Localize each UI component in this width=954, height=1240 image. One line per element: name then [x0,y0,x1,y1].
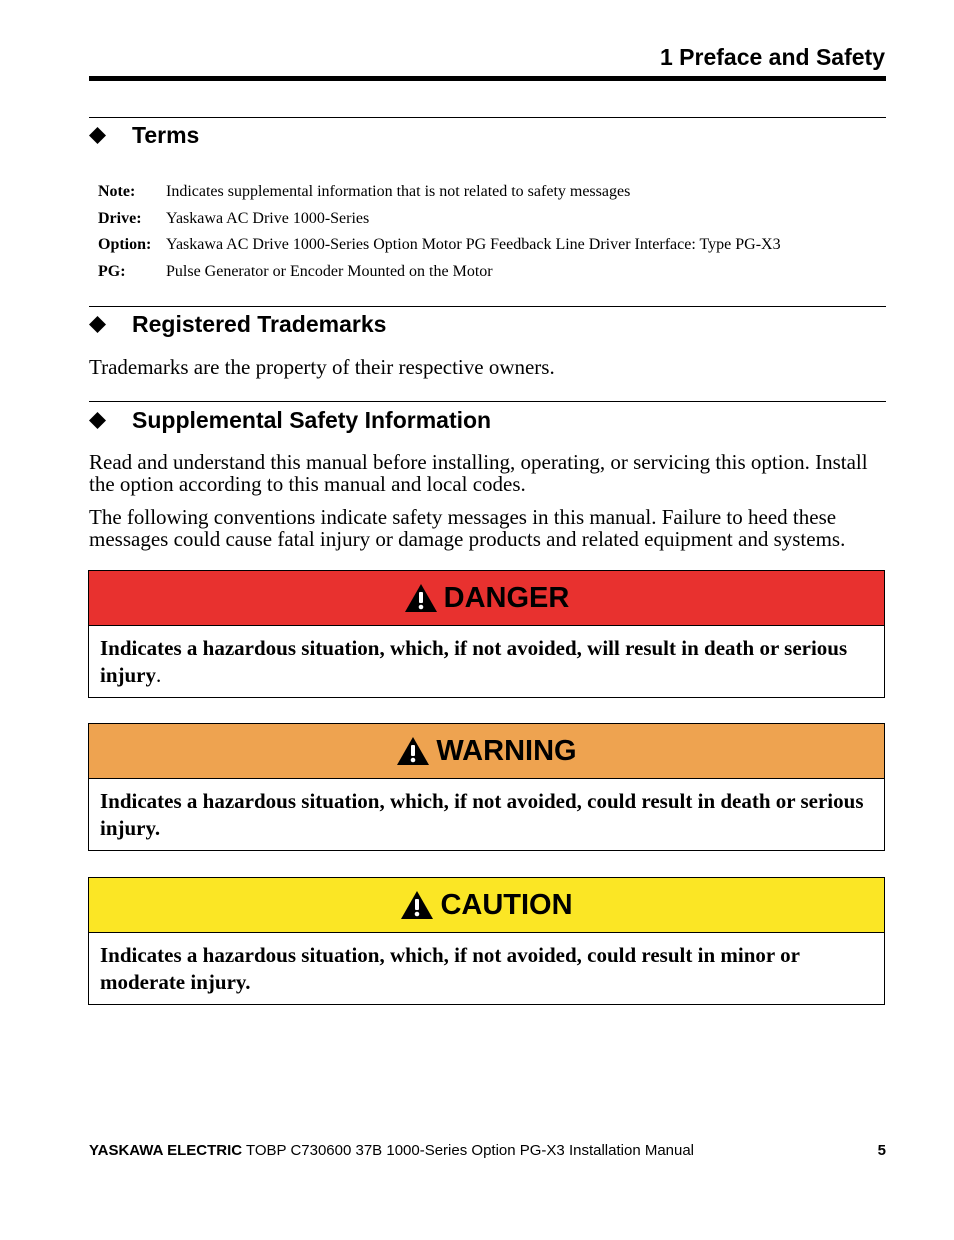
warning-triangle-icon [404,583,438,613]
section-title-terms [89,122,199,149]
warning-box [88,723,885,851]
term-value: Yaskawa AC Drive 1000-Series [166,209,370,227]
danger-label: DANGER [443,581,570,614]
warning-text: Indicates a hazardous situation, which, if not avoided, could result in death or serious injury. [100,789,864,840]
chapter-header: 1 Preface and Safety [659,44,885,70]
footer-brand: YASKAWA ELECTRIC [89,1142,243,1159]
footer-doc-info [89,1142,694,1159]
caution-box [88,877,885,1005]
term-value: Pulse Generator or Encoder Mounted on the Motor [166,262,493,280]
section-title-text: Supplemental Safety Information [132,407,492,433]
section-title-text: Terms [132,122,200,148]
trademarks-text: Trademarks are the property of their respective owners. [89,355,555,379]
term-value: Indicates supplemental information that is not related to safety messages [166,183,631,201]
term-key: Note: [98,183,136,201]
page-number: 5 [877,1142,886,1159]
caution-text: Indicates a hazardous situation, which, if not avoided, could result in minor or moderate injury. [100,943,800,994]
safety-paragraph-1: Read and understand this manual before installing, operating, or servicing this option. Install the option according to this manual and local codes. [89,450,868,496]
section-title-trademarks [89,311,386,338]
danger-message: Indicates a hazardous situation, which, if not avoided, will result in death or serious injury [100,636,848,687]
footer-doc-title: TOBP C730600 37B 1000-Series Option PG-X3 Installation Manual [242,1142,695,1159]
term-key: Option: [98,236,152,254]
terms-list [98,179,781,285]
diamond-bullet-icon [89,412,106,429]
page-footer [89,1142,886,1159]
term-row [98,259,781,286]
term-key: Drive: [98,209,142,227]
caution-header [89,878,884,933]
diamond-bullet-icon [89,127,106,144]
diamond-bullet-icon [89,316,106,333]
warning-triangle-icon [396,736,430,766]
section-divider [89,117,886,118]
danger-message-tail: . [156,663,162,687]
term-row [98,179,781,206]
danger-box [88,570,885,698]
section-divider [89,401,886,402]
warning-header [89,724,884,779]
term-row [98,232,781,259]
danger-text [89,626,884,697]
warning-triangle-icon [400,890,434,920]
term-value: Yaskawa AC Drive 1000-Series Option Motor PG Feedback Line Driver Interface: Type PG-X3 [166,236,781,254]
warning-label: WARNING [436,734,577,767]
term-key: PG: [98,262,126,280]
section-divider [89,306,886,307]
chapter-rule [89,76,886,81]
term-row [98,206,781,233]
safety-paragraph-2: The following conventions indicate safety messages in this manual. Failure to heed these messages could cause fatal injury or damage products and related equipment and systems. [89,505,846,551]
section-title-safety [89,407,491,434]
section-title-text: Registered Trademarks [132,311,387,337]
danger-header [89,571,884,626]
caution-label: CAUTION [440,888,573,921]
